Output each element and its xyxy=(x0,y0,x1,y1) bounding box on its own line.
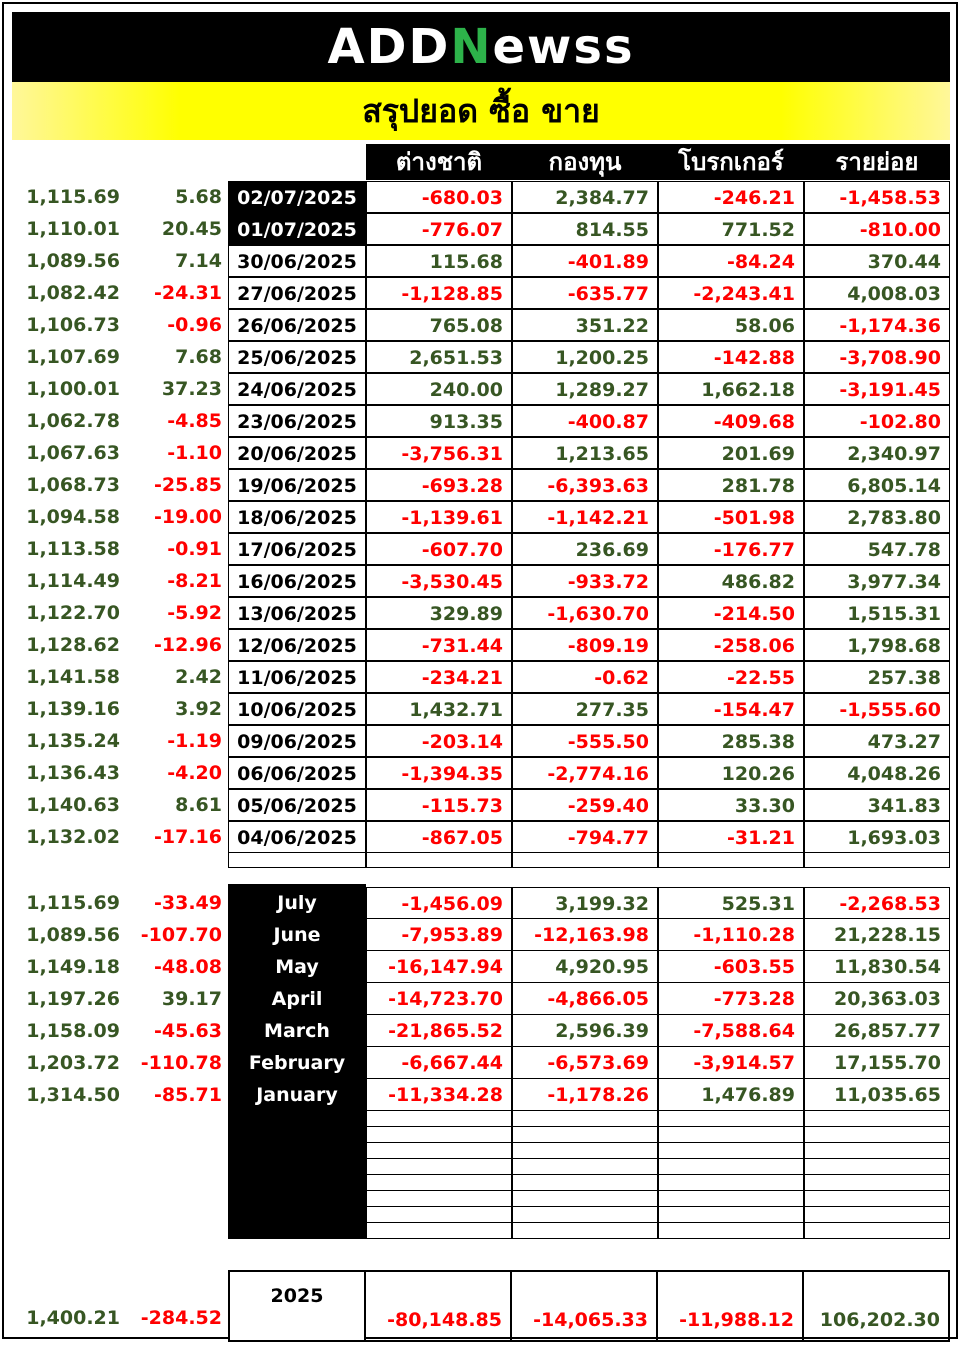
spacer-row xyxy=(366,852,512,868)
retail-value: -1,174.36 xyxy=(804,309,950,341)
retail-value: 4,048.26 xyxy=(804,757,950,789)
index-change: -4.85 xyxy=(167,410,222,432)
retail-value: 547.78 xyxy=(804,533,950,565)
broker-value: 1,476.89 xyxy=(658,1079,804,1111)
fund-value: 1,200.25 xyxy=(512,341,658,373)
empty-cell xyxy=(366,1127,512,1143)
broker-value: -501.98 xyxy=(658,501,804,533)
table-row xyxy=(0,919,964,951)
index-value: 1,067.63 xyxy=(26,442,120,464)
index-change: -284.52 xyxy=(140,1307,222,1329)
column-header-retail: รายย่อย xyxy=(804,144,950,180)
table-row xyxy=(0,887,964,919)
empty-cell xyxy=(512,1175,658,1191)
date-cell: 01/07/2025 xyxy=(228,213,366,245)
fund-value: 1,213.65 xyxy=(512,437,658,469)
foreign-value: 115.68 xyxy=(366,245,512,277)
index-value: 1,197.26 xyxy=(26,988,120,1010)
index-value: 1,115.69 xyxy=(26,892,120,914)
index-value: 1,141.58 xyxy=(26,666,120,688)
foreign-value: -867.05 xyxy=(366,821,512,853)
index-value: 1,110.01 xyxy=(26,218,120,240)
broker-value: 120.26 xyxy=(658,757,804,789)
retail-value: 3,977.34 xyxy=(804,565,950,597)
retail-value: 26,857.77 xyxy=(804,1015,950,1047)
retail-value: 11,035.65 xyxy=(804,1079,950,1111)
date-cell: 09/06/2025 xyxy=(228,725,366,757)
retail-value: 341.83 xyxy=(804,789,950,821)
fund-value: 2,384.77 xyxy=(512,181,658,213)
date-cell: 27/06/2025 xyxy=(228,277,366,309)
fund-value: 236.69 xyxy=(512,533,658,565)
index-value: 1,089.56 xyxy=(26,924,120,946)
retail-value: -1,458.53 xyxy=(804,181,950,213)
month-label: June xyxy=(228,919,366,951)
fund-value: -6,573.69 xyxy=(512,1047,658,1079)
foreign-value: -115.73 xyxy=(366,789,512,821)
retail-value: -3,708.90 xyxy=(804,341,950,373)
index-value: 1,082.42 xyxy=(26,282,120,304)
table-row xyxy=(0,437,964,469)
table-row xyxy=(0,533,964,565)
fund-value: 2,596.39 xyxy=(512,1015,658,1047)
index-change: -0.96 xyxy=(167,314,222,336)
foreign-value: -14,723.70 xyxy=(366,983,512,1015)
foreign-value: 913.35 xyxy=(366,405,512,437)
retail-value: -102.80 xyxy=(804,405,950,437)
index-value: 1,158.09 xyxy=(26,1020,120,1042)
month-label: April xyxy=(228,983,366,1015)
date-cell: 06/06/2025 xyxy=(228,757,366,789)
date-cell: 11/06/2025 xyxy=(228,661,366,693)
broker-value: -258.06 xyxy=(658,629,804,661)
date-cell: 26/06/2025 xyxy=(228,309,366,341)
index-change: -110.78 xyxy=(140,1052,222,1074)
broker-value: -603.55 xyxy=(658,951,804,983)
year-label: 2025 xyxy=(228,1270,366,1342)
date-cell: 04/06/2025 xyxy=(228,821,366,853)
index-change: -24.31 xyxy=(154,282,222,304)
empty-cell xyxy=(512,1191,658,1207)
date-cell: 23/06/2025 xyxy=(228,405,366,437)
fund-value: 814.55 xyxy=(512,213,658,245)
index-value: 1,100.01 xyxy=(26,378,120,400)
index-change: -1.10 xyxy=(167,442,222,464)
index-change: -107.70 xyxy=(140,924,222,946)
foreign-value: 765.08 xyxy=(366,309,512,341)
table-row xyxy=(0,1015,964,1047)
date-cell: 24/06/2025 xyxy=(228,373,366,405)
fund-value: -933.72 xyxy=(512,565,658,597)
foreign-value: -776.07 xyxy=(366,213,512,245)
foreign-value: 240.00 xyxy=(366,373,512,405)
fund-value: -809.19 xyxy=(512,629,658,661)
fund-value: 4,920.95 xyxy=(512,951,658,983)
month-label: March xyxy=(228,1015,366,1047)
spacer-row xyxy=(658,852,804,868)
empty-cell xyxy=(366,1175,512,1191)
index-change: 8.61 xyxy=(175,794,222,816)
empty-cell xyxy=(366,1159,512,1175)
index-change: -4.20 xyxy=(167,762,222,784)
fund-value: -794.77 xyxy=(512,821,658,853)
table-row xyxy=(0,501,964,533)
fund-value: -1,630.70 xyxy=(512,597,658,629)
empty-cell xyxy=(658,1159,804,1175)
broker-value: -773.28 xyxy=(658,983,804,1015)
month-label: January xyxy=(228,1079,366,1111)
fund-value: -2,774.16 xyxy=(512,757,658,789)
index-change: 37.23 xyxy=(161,378,222,400)
index-change: -48.08 xyxy=(154,956,222,978)
empty-cell xyxy=(804,1191,950,1207)
empty-cell xyxy=(658,1127,804,1143)
index-value: 1,068.73 xyxy=(26,474,120,496)
foreign-value: -3,530.45 xyxy=(366,565,512,597)
foreign-value: -731.44 xyxy=(366,629,512,661)
table-row xyxy=(0,373,964,405)
index-change: 7.68 xyxy=(175,346,222,368)
foreign-value: -680.03 xyxy=(366,181,512,213)
index-change: -0.91 xyxy=(167,538,222,560)
date-cell: 10/06/2025 xyxy=(228,693,366,725)
retail-value: 21,228.15 xyxy=(804,919,950,951)
index-value: 1,128.62 xyxy=(26,634,120,656)
date-cell: 05/06/2025 xyxy=(228,789,366,821)
empty-cell xyxy=(804,1143,950,1159)
foreign-value: -16,147.94 xyxy=(366,951,512,983)
index-value: 1,140.63 xyxy=(26,794,120,816)
column-header-broker: โบรกเกอร์ xyxy=(658,144,804,180)
retail-value: 2,340.97 xyxy=(804,437,950,469)
empty-cell xyxy=(658,1207,804,1223)
empty-cell xyxy=(366,1143,512,1159)
index-value: 1,094.58 xyxy=(26,506,120,528)
retail-value: 473.27 xyxy=(804,725,950,757)
index-value: 1,106.73 xyxy=(26,314,120,336)
retail-value: -1,555.60 xyxy=(804,693,950,725)
index-value: 1,114.49 xyxy=(26,570,120,592)
table-row xyxy=(0,693,964,725)
broker-value: -154.47 xyxy=(658,693,804,725)
table-row xyxy=(0,597,964,629)
foreign-value: -80,148.85 xyxy=(366,1270,512,1342)
index-value: 1,122.70 xyxy=(26,602,120,624)
foreign-value: -3,756.31 xyxy=(366,437,512,469)
retail-value: 17,155.70 xyxy=(804,1047,950,1079)
retail-value: 106,202.30 xyxy=(804,1270,950,1342)
fund-value: 351.22 xyxy=(512,309,658,341)
table-row xyxy=(0,629,964,661)
empty-cell xyxy=(366,1111,512,1127)
fund-value: -635.77 xyxy=(512,277,658,309)
broker-value: 525.31 xyxy=(658,887,804,919)
index-change: 5.68 xyxy=(175,186,222,208)
retail-value: 1,798.68 xyxy=(804,629,950,661)
empty-cell xyxy=(512,1159,658,1175)
retail-value: 6,805.14 xyxy=(804,469,950,501)
broker-value: -84.24 xyxy=(658,245,804,277)
broker-value: -176.77 xyxy=(658,533,804,565)
title-banner xyxy=(12,82,950,140)
broker-value: 201.69 xyxy=(658,437,804,469)
foreign-value: 2,651.53 xyxy=(366,341,512,373)
table-row xyxy=(0,277,964,309)
date-cell: 18/06/2025 xyxy=(228,501,366,533)
foreign-value: 1,432.71 xyxy=(366,693,512,725)
table-row xyxy=(0,405,964,437)
fund-value: 3,199.32 xyxy=(512,887,658,919)
fund-value: -400.87 xyxy=(512,405,658,437)
broker-value: -142.88 xyxy=(658,341,804,373)
foreign-value: -1,139.61 xyxy=(366,501,512,533)
index-value: 1,062.78 xyxy=(26,410,120,432)
empty-cell xyxy=(804,1207,950,1223)
index-change: 39.17 xyxy=(161,988,222,1010)
brand-header xyxy=(12,12,950,82)
index-value: 1,400.21 xyxy=(26,1307,120,1329)
column-header-foreign: ต่างชาติ xyxy=(366,144,512,180)
yearly-total-row xyxy=(0,1270,964,1331)
table-row xyxy=(0,951,964,983)
fund-value: -1,178.26 xyxy=(512,1079,658,1111)
date-cell: 30/06/2025 xyxy=(228,245,366,277)
foreign-value: -7,953.89 xyxy=(366,919,512,951)
table-row xyxy=(0,757,964,789)
empty-cell xyxy=(658,1111,804,1127)
empty-cell xyxy=(658,1223,804,1239)
month-label: February xyxy=(228,1047,366,1079)
empty-cell xyxy=(366,1191,512,1207)
broker-value: -409.68 xyxy=(658,405,804,437)
table-row xyxy=(0,245,964,277)
index-change: -17.16 xyxy=(154,826,222,848)
foreign-value: -11,334.28 xyxy=(366,1079,512,1111)
index-value: 1,314.50 xyxy=(26,1084,120,1106)
fund-value: -401.89 xyxy=(512,245,658,277)
foreign-value: 329.89 xyxy=(366,597,512,629)
broker-value: 281.78 xyxy=(658,469,804,501)
empty-cell xyxy=(366,1207,512,1223)
retail-value: 1,515.31 xyxy=(804,597,950,629)
fund-value: -4,866.05 xyxy=(512,983,658,1015)
date-cell: 20/06/2025 xyxy=(228,437,366,469)
index-value: 1,089.56 xyxy=(26,250,120,272)
empty-cell xyxy=(512,1111,658,1127)
index-change: -19.00 xyxy=(154,506,222,528)
empty-cell xyxy=(658,1191,804,1207)
retail-value: -2,268.53 xyxy=(804,887,950,919)
page-title: สรุปยอด ซื้อ ขาย xyxy=(362,92,600,130)
index-value: 1,132.02 xyxy=(26,826,120,848)
broker-value: -246.21 xyxy=(658,181,804,213)
foreign-value: -6,667.44 xyxy=(366,1047,512,1079)
logo-text-n: N xyxy=(450,19,493,75)
index-value: 1,139.16 xyxy=(26,698,120,720)
table-row xyxy=(0,469,964,501)
fund-value: -555.50 xyxy=(512,725,658,757)
spacer-row xyxy=(804,852,950,868)
fund-value: -14,065.33 xyxy=(512,1270,658,1342)
index-change: -33.49 xyxy=(154,892,222,914)
column-header-fund: กองทุน xyxy=(512,144,658,180)
retail-value: 20,363.03 xyxy=(804,983,950,1015)
index-change: -85.71 xyxy=(154,1084,222,1106)
broker-value: -1,110.28 xyxy=(658,919,804,951)
spacer-row xyxy=(512,852,658,868)
retail-value: 11,830.54 xyxy=(804,951,950,983)
foreign-value: -1,128.85 xyxy=(366,277,512,309)
table-row xyxy=(0,983,964,1015)
fund-value: 1,289.27 xyxy=(512,373,658,405)
table-row xyxy=(0,1047,964,1079)
foreign-value: -1,456.09 xyxy=(366,887,512,919)
foreign-value: -234.21 xyxy=(366,661,512,693)
table-row xyxy=(0,341,964,373)
index-change: -12.96 xyxy=(154,634,222,656)
retail-value: 257.38 xyxy=(804,661,950,693)
table-row xyxy=(0,821,964,853)
foreign-value: -1,394.35 xyxy=(366,757,512,789)
date-cell: 25/06/2025 xyxy=(228,341,366,373)
date-cell: 13/06/2025 xyxy=(228,597,366,629)
table-row xyxy=(0,789,964,821)
retail-value: 4,008.03 xyxy=(804,277,950,309)
index-value: 1,149.18 xyxy=(26,956,120,978)
table-row xyxy=(0,213,964,245)
empty-cell xyxy=(512,1207,658,1223)
fund-value: -0.62 xyxy=(512,661,658,693)
broker-value: 285.38 xyxy=(658,725,804,757)
broker-value: 33.30 xyxy=(658,789,804,821)
index-change: 2.42 xyxy=(175,666,222,688)
index-change: -5.92 xyxy=(167,602,222,624)
empty-cell xyxy=(804,1159,950,1175)
broker-value: 771.52 xyxy=(658,213,804,245)
addnewss-logo xyxy=(12,20,950,74)
empty-cell xyxy=(658,1143,804,1159)
table-row xyxy=(0,1079,964,1111)
fund-value: 277.35 xyxy=(512,693,658,725)
month-label: July xyxy=(228,887,366,919)
retail-value: 2,783.80 xyxy=(804,501,950,533)
foreign-value: -203.14 xyxy=(366,725,512,757)
date-cell: 19/06/2025 xyxy=(228,469,366,501)
empty-cell xyxy=(512,1143,658,1159)
index-change: 7.14 xyxy=(175,250,222,272)
index-change: -1.19 xyxy=(167,730,222,752)
index-change: 3.92 xyxy=(175,698,222,720)
index-change: -25.85 xyxy=(154,474,222,496)
retail-value: -3,191.45 xyxy=(804,373,950,405)
date-cell: 02/07/2025 xyxy=(228,181,366,213)
fund-value: -259.40 xyxy=(512,789,658,821)
table-row xyxy=(0,181,964,213)
date-cell: 16/06/2025 xyxy=(228,565,366,597)
broker-value: -22.55 xyxy=(658,661,804,693)
table-row xyxy=(0,309,964,341)
retail-value: 370.44 xyxy=(804,245,950,277)
broker-value: -3,914.57 xyxy=(658,1047,804,1079)
table-row xyxy=(0,565,964,597)
empty-cell xyxy=(512,1127,658,1143)
index-change: -8.21 xyxy=(167,570,222,592)
date-cell: 17/06/2025 xyxy=(228,533,366,565)
index-value: 1,115.69 xyxy=(26,186,120,208)
empty-cell xyxy=(366,1223,512,1239)
logo-text-add: ADD xyxy=(327,19,451,75)
retail-value: 1,693.03 xyxy=(804,821,950,853)
foreign-value: -693.28 xyxy=(366,469,512,501)
retail-value: -810.00 xyxy=(804,213,950,245)
foreign-value: -21,865.52 xyxy=(366,1015,512,1047)
fund-value: -12,163.98 xyxy=(512,919,658,951)
empty-cell xyxy=(804,1223,950,1239)
fund-value: -1,142.21 xyxy=(512,501,658,533)
empty-cell xyxy=(512,1223,658,1239)
empty-cell xyxy=(658,1175,804,1191)
broker-value: -2,243.41 xyxy=(658,277,804,309)
spacer-row xyxy=(228,852,366,868)
index-value: 1,203.72 xyxy=(26,1052,120,1074)
broker-value: 1,662.18 xyxy=(658,373,804,405)
broker-value: -7,588.64 xyxy=(658,1015,804,1047)
index-change: 20.45 xyxy=(161,218,222,240)
broker-value: -11,988.12 xyxy=(658,1270,804,1342)
index-change: -45.63 xyxy=(154,1020,222,1042)
index-value: 1,113.58 xyxy=(26,538,120,560)
empty-cell xyxy=(804,1127,950,1143)
foreign-value: -607.70 xyxy=(366,533,512,565)
empty-cell xyxy=(804,1175,950,1191)
month-label: May xyxy=(228,951,366,983)
table-row xyxy=(0,661,964,693)
date-cell: 12/06/2025 xyxy=(228,629,366,661)
broker-value: -31.21 xyxy=(658,821,804,853)
index-value: 1,107.69 xyxy=(26,346,120,368)
logo-text-ewss: ewss xyxy=(492,19,635,75)
broker-value: 58.06 xyxy=(658,309,804,341)
empty-cell xyxy=(804,1111,950,1127)
index-value: 1,135.24 xyxy=(26,730,120,752)
index-value: 1,136.43 xyxy=(26,762,120,784)
fund-value: -6,393.63 xyxy=(512,469,658,501)
table-row xyxy=(0,725,964,757)
broker-value: -214.50 xyxy=(658,597,804,629)
broker-value: 486.82 xyxy=(658,565,804,597)
